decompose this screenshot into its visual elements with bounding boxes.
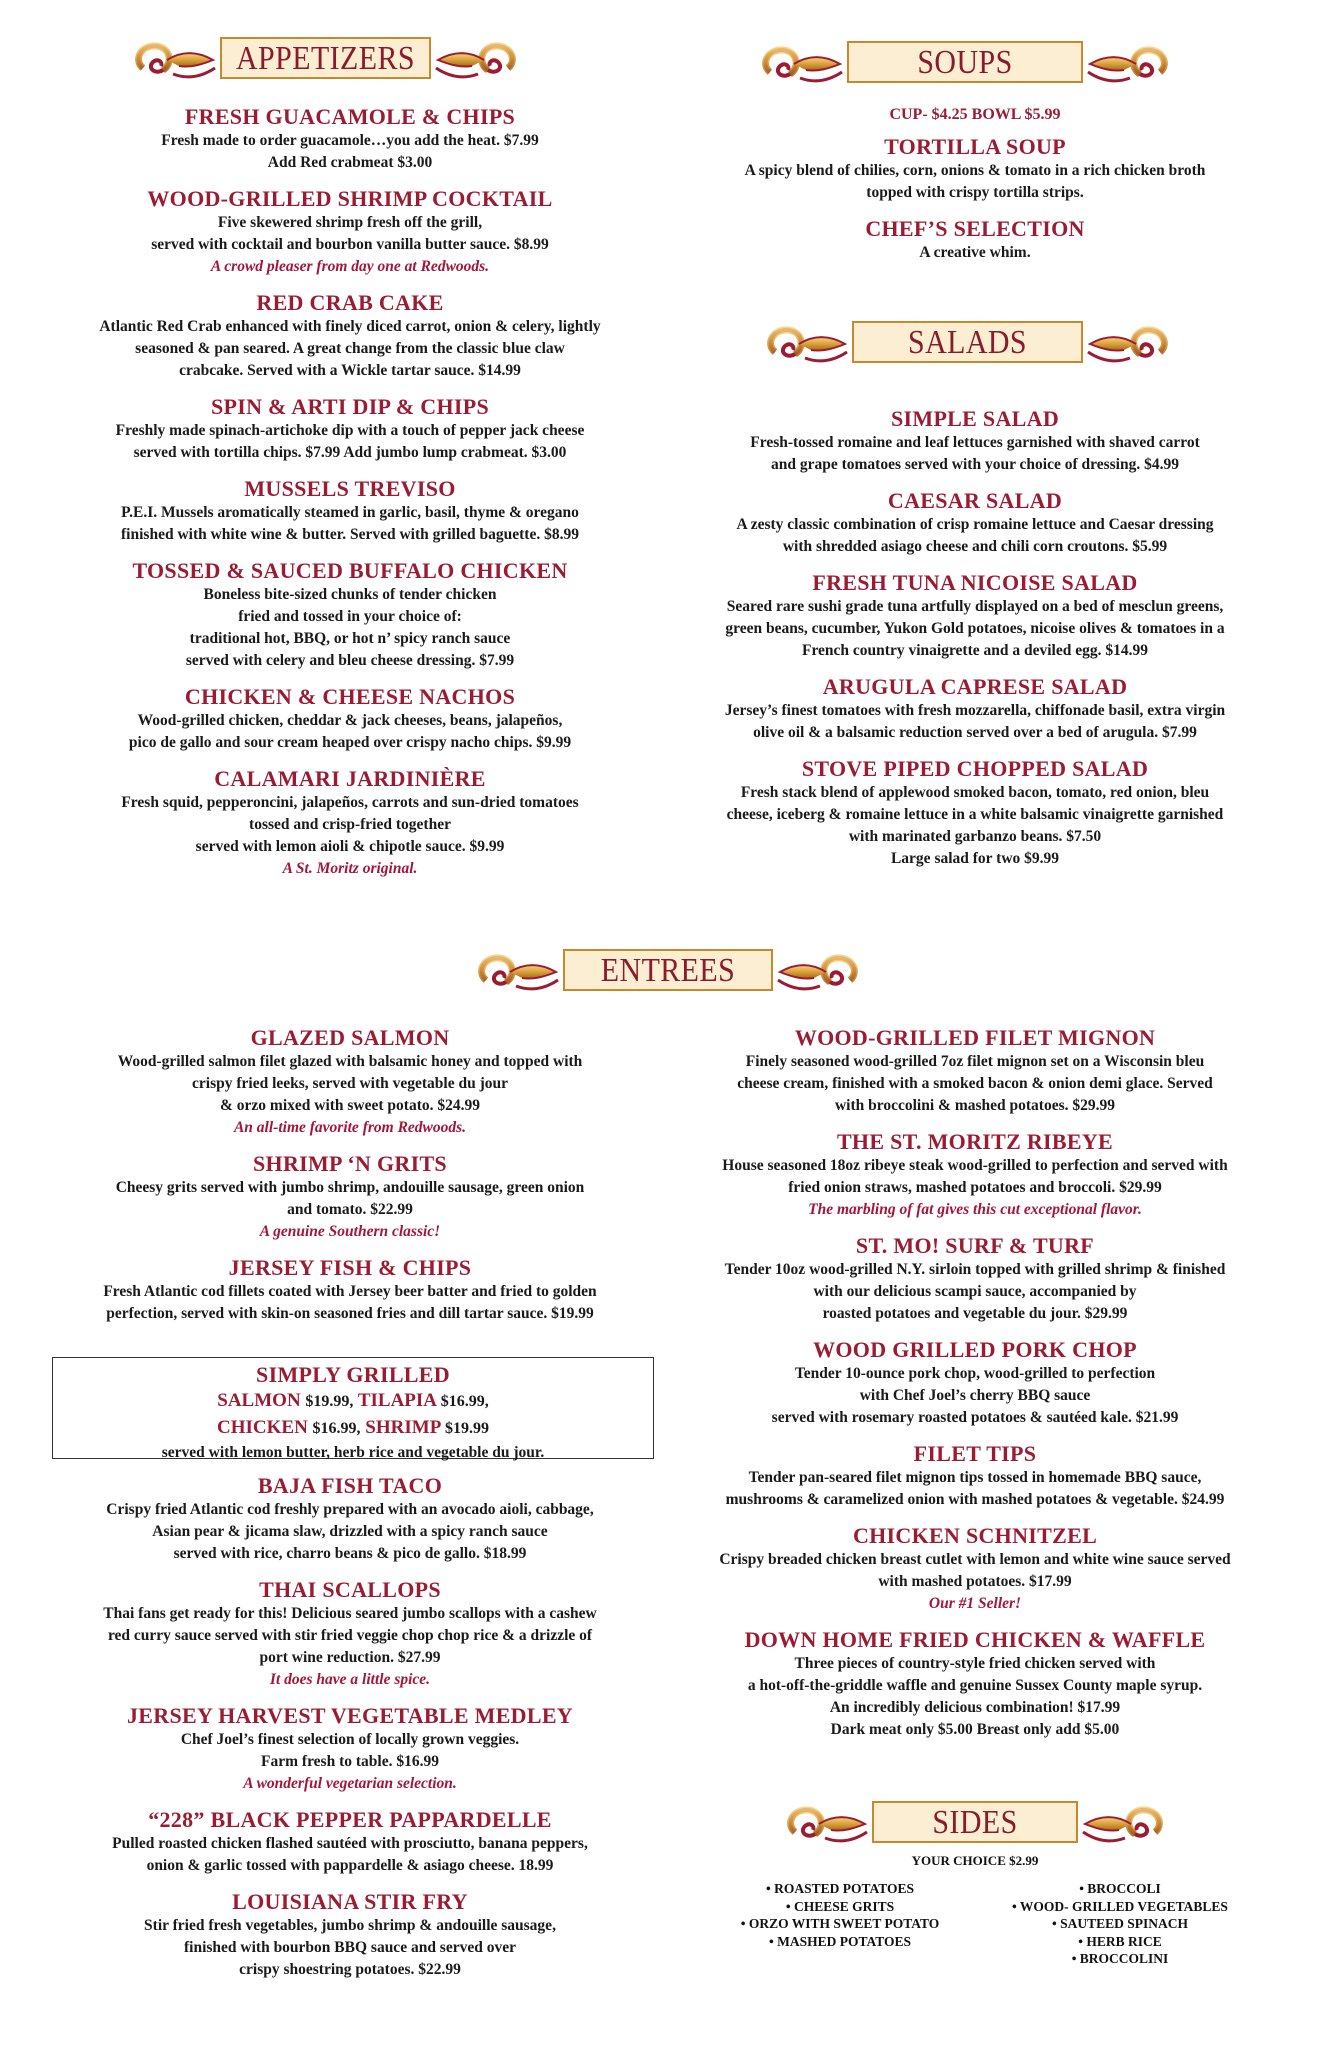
menu-item <box>665 756 1285 870</box>
menu-item-note: Our #1 Seller! <box>928 1595 1022 1612</box>
menu-item-title: TORTILLA SOUP <box>884 134 1066 159</box>
tilapia-price: $16.99, <box>440 1393 489 1410</box>
menu-item <box>665 134 1285 204</box>
menu-item-title: SIMPLE SALAD <box>890 406 1060 431</box>
menu-item-desc: Three pieces of country-style fried chicken served with <box>794 1655 1156 1672</box>
entrees-left-list-2 <box>40 1473 660 1993</box>
chicken-price: $16.99, <box>312 1420 361 1437</box>
salmon-label: SALMON <box>217 1390 301 1411</box>
menu-item-title: BAJA FISH TACO <box>257 1473 443 1498</box>
menu-item <box>40 1473 660 1565</box>
menu-item-title: ARUGULA CAPRESE SALAD <box>822 674 1128 699</box>
menu-item <box>40 186 660 278</box>
side-item: • BROCCOLI <box>1079 1881 1161 1896</box>
menu-item-desc: with mashed potatoes. $17.99 <box>878 1573 1072 1590</box>
menu-item-desc: French country vinaigrette and a deviled egg. $14.99 <box>801 642 1148 659</box>
menu-item-desc: a hot-off-the-griddle waffle and genuine Sussex County maple syrup. <box>747 1677 1203 1694</box>
menu-item <box>40 766 660 880</box>
menu-item-title: FRESH TUNA NICOISE SALAD <box>812 570 1138 595</box>
appetizers-list <box>40 104 660 892</box>
menu-item-desc: Fresh Atlantic cod fillets coated with Jersey beer batter and fried to golden <box>103 1283 597 1300</box>
menu-item-desc: Fresh-tossed romaine and leaf lettuces garnished with shaved carrot <box>750 434 1200 451</box>
menu-item <box>40 104 660 174</box>
menu-item-note: A wonderful vegetarian selection. <box>243 1775 457 1792</box>
menu-item-title: SIMPLY GRILLED <box>256 1362 450 1387</box>
menu-item-desc: with Chef Joel’s cherry BBQ sauce <box>859 1387 1091 1404</box>
menu-item-title: CHICKEN & CHEESE NACHOS <box>184 684 516 709</box>
menu-item-desc: olive oil & a balsamic reduction served over a bed of arugula. $7.99 <box>753 724 1197 741</box>
menu-item-desc: Freshly made spinach-artichoke dip with a touch of pepper jack cheese <box>115 422 585 439</box>
menu-item-note: The marbling of fat gives this cut exceptional flavor. <box>808 1201 1142 1218</box>
menu-item <box>665 1129 1285 1221</box>
menu-item-title: GLAZED SALMON <box>250 1025 450 1050</box>
menu-item-title: FILET TIPS <box>913 1441 1037 1466</box>
menu-item-desc: Atlantic Red Crab enhanced with finely diced carrot, onion & celery, lightly <box>99 318 601 335</box>
menu-item-desc: Seared rare sushi grade tuna artfully displayed on a bed of mesclun greens, <box>726 598 1224 615</box>
menu-item-title: SPIN & ARTI DIP & CHIPS <box>210 394 490 419</box>
section-title-soups: SOUPS <box>917 44 1013 81</box>
menu-item-desc: served with rice, charro beans & pico de gallo. $18.99 <box>173 1545 527 1562</box>
menu-item-title: WOOD GRILLED PORK CHOP <box>813 1337 1137 1362</box>
menu-item-desc: P.E.I. Mussels aromatically steamed in garlic, basil, thyme & oregano <box>121 504 579 521</box>
menu-item-desc: with marinated garbanzo beans. $7.50 <box>848 828 1102 845</box>
side-item: • WOOD- GRILLED VEGETABLES <box>1012 1898 1228 1914</box>
menu-item-title: RED CRAB CAKE <box>256 290 444 315</box>
menu-item-desc: Farm fresh to table. $16.99 <box>261 1753 439 1770</box>
menu-item-title: FRESH GUACAMOLE & CHIPS <box>184 104 516 129</box>
menu-item-desc: Fresh stack blend of applewood smoked bacon, tomato, red onion, bleu <box>740 784 1210 801</box>
menu-item-desc: Pulled roasted chicken flashed sautéed with prosciutto, banana peppers, <box>112 1835 588 1852</box>
menu-item-desc: with our delicious scampi sauce, accompanied by <box>813 1283 1137 1300</box>
side-item: • SAUTEED SPINACH <box>1051 1916 1188 1931</box>
soups-banner <box>760 32 1170 92</box>
menu-item <box>40 1577 660 1691</box>
menu-item-title: TOSSED & SAUCED BUFFALO CHICKEN <box>132 558 568 583</box>
menu-item-desc: crispy shoestring potatoes. $22.99 <box>239 1961 461 1978</box>
menu-item <box>40 476 660 546</box>
menu-item-desc: traditional hot, BBQ, or hot n’ spicy ranch sauce <box>189 630 511 647</box>
menu-item-desc: and grape tomatoes served with your choice of dressing. $4.99 <box>770 456 1179 473</box>
menu-item-desc: served with lemon aioli & chipotle sauce. $9.99 <box>195 838 505 855</box>
section-title-appetizers: APPETIZERS <box>236 40 415 77</box>
menu-item <box>40 394 660 464</box>
menu-item-desc: A spicy blend of chilies, corn, onions & tomato in a rich chicken broth <box>744 162 1206 179</box>
menu-item <box>40 684 660 754</box>
menu-item-desc: and tomato. $22.99 <box>287 1201 413 1218</box>
menu-item-title: THE ST. MORITZ RIBEYE <box>836 1129 1114 1154</box>
menu-item-note: It does have a little spice. <box>269 1671 431 1688</box>
entrees-left-list <box>40 1025 660 1337</box>
menu-item-desc: onion & garlic tossed with pappardelle & asiago cheese. 18.99 <box>146 1857 554 1874</box>
menu-item-title: “228” BLACK PEPPER PAPPARDELLE <box>148 1807 552 1832</box>
soup-price-line: CUP- $4.25 BOWL $5.99 <box>889 106 1061 123</box>
menu-item-desc: Asian pear & jicama slaw, drizzled with a spicy ranch sauce <box>152 1523 548 1540</box>
menu-item <box>40 558 660 672</box>
menu-item-desc: port wine reduction. $27.99 <box>259 1649 441 1666</box>
menu-item <box>665 1025 1285 1117</box>
menu-item-desc: fried onion straws, mashed potatoes and broccoli. $29.99 <box>788 1179 1162 1196</box>
entrees-right-list <box>665 1025 1285 1753</box>
menu-item-note: An all-time favorite from Redwoods. <box>233 1119 467 1136</box>
menu-item-desc: served with cocktail and bourbon vanilla butter sauce. $8.99 <box>151 236 549 253</box>
section-title-salads: SALADS <box>907 324 1028 361</box>
menu-item-desc: & orzo mixed with sweet potato. $24.99 <box>219 1097 480 1114</box>
menu-item-desc: Tender 10-ounce pork chop, wood-grilled to perfection <box>794 1365 1156 1382</box>
menu-item-desc: Wood-grilled salmon filet glazed with balsamic honey and topped with <box>117 1053 583 1070</box>
menu-item-desc: Wood-grilled chicken, cheddar & jack cheeses, beans, jalapeños, <box>137 712 563 729</box>
menu-item-desc: topped with crispy tortilla strips. <box>866 184 1084 201</box>
salads-banner <box>765 312 1170 372</box>
menu-item-title: WOOD-GRILLED SHRIMP COCKTAIL <box>147 186 553 211</box>
menu-item-desc: Stir fried fresh vegetables, jumbo shrimp & andouille sausage, <box>144 1917 556 1934</box>
menu-item-desc: Jersey’s finest tomatoes with fresh mozzarella, chiffonade basil, extra virgin <box>724 702 1226 719</box>
sides-list-right <box>980 1880 1260 1968</box>
menu-item-title: WOOD-GRILLED FILET MIGNON <box>794 1025 1156 1050</box>
side-item: • CHEESE GRITS <box>785 1898 895 1914</box>
salmon-price: $19.99, <box>305 1393 354 1410</box>
menu-item-desc: pico de gallo and sour cream heaped over crispy nacho chips. $9.99 <box>128 734 572 751</box>
menu-item-note: A genuine Southern classic! <box>259 1223 441 1240</box>
menu-item-title: CALAMARI JARDINIÈRE <box>214 766 486 791</box>
menu-item-desc: red curry sauce served with stir fried veggie chop chop rice & a drizzle of <box>107 1627 593 1644</box>
menu-item-desc: Boneless bite-sized chunks of tender chicken <box>203 586 497 603</box>
menu-item-title: MUSSELS TREVISO <box>244 476 456 501</box>
menu-item-note: A crowd pleaser from day one at Redwoods. <box>210 258 490 275</box>
menu-item-note: A St. Moritz original. <box>282 860 418 877</box>
menu-item-desc: Fresh squid, pepperoncini, jalapeños, carrots and sun-dried tomatoes <box>121 794 579 811</box>
entrees-banner <box>476 940 860 1000</box>
menu-item-desc: cheese cream, finished with a smoked bacon & onion demi glace. Served <box>737 1075 1213 1092</box>
menu-item <box>665 674 1285 744</box>
menu-item-desc: finished with bourbon BBQ sauce and served over <box>183 1939 516 1956</box>
menu-item-desc: Chef Joel’s finest selection of locally grown veggies. <box>180 1731 520 1748</box>
menu-item <box>40 1889 660 1981</box>
menu-item-desc: with shredded asiago cheese and chili corn croutons. $5.99 <box>782 538 1168 555</box>
menu-item-desc: House seasoned 18oz ribeye steak wood-grilled to perfection and served with <box>722 1157 1228 1174</box>
simply-grilled-row2 <box>53 1415 653 1442</box>
side-item: • ORZO WITH SWEET POTATO <box>740 1916 940 1931</box>
soups-items <box>665 134 1285 264</box>
menu-item-desc: An incredibly delicious combination! $17.99 <box>829 1699 1121 1716</box>
side-item: • ROASTED POTATOES <box>765 1881 914 1896</box>
menu-item <box>665 1627 1285 1741</box>
menu-item-desc: seasoned & pan seared. A great change from the classic blue claw <box>135 340 565 357</box>
menu-item-desc: served with lemon butter, herb rice and vegetable du jour. <box>161 1444 545 1461</box>
menu-item-desc: served with tortilla chips. $7.99 Add jumbo lump crabmeat. $3.00 <box>133 444 567 461</box>
simply-grilled-box <box>52 1357 654 1459</box>
menu-item-desc: Finely seasoned wood-grilled 7oz filet mignon set on a Wisconsin bleu <box>745 1053 1205 1070</box>
menu-item <box>665 216 1285 264</box>
menu-item <box>665 1233 1285 1325</box>
menu-item-title: CHEF’S SELECTION <box>865 216 1085 241</box>
menu-item-desc: Fresh made to order guacamole…you add the heat. $7.99 <box>161 132 539 149</box>
menu-item <box>665 1523 1285 1615</box>
menu-item-desc: A zesty classic combination of crisp romaine lettuce and Caesar dressing <box>736 516 1214 533</box>
menu-item-desc: served with rosemary roasted potatoes & sautéed kale. $21.99 <box>771 1409 1179 1426</box>
menu-item <box>40 290 660 382</box>
menu-item-desc: Tender 10oz wood-grilled N.Y. sirloin topped with grilled shrimp & finished <box>724 1261 1226 1278</box>
menu-item-desc: Cheesy grits served with jumbo shrimp, andouille sausage, green onion <box>115 1179 585 1196</box>
menu-item <box>665 488 1285 558</box>
menu-item-title: CAESAR SALAD <box>887 488 1063 513</box>
side-item: • BROCCOLINI <box>1071 1951 1169 1966</box>
shrimp-price: $19.99 <box>445 1420 489 1437</box>
menu-item <box>40 1151 660 1243</box>
menu-item-desc: Crispy breaded chicken breast cutlet with lemon and white wine sauce served <box>719 1551 1231 1568</box>
sides-list-left <box>700 1880 980 1950</box>
menu-item-title: JERSEY HARVEST VEGETABLE MEDLEY <box>127 1703 573 1728</box>
menu-item-desc: roasted potatoes and vegetable du jour. $29.99 <box>822 1305 1128 1322</box>
menu-item-desc: A creative whim. <box>919 244 1031 261</box>
menu-item <box>40 1255 660 1325</box>
soups-list <box>665 104 1285 276</box>
menu-item-desc: tossed and crisp-fried together <box>249 816 451 833</box>
menu-item-title: SHRIMP ‘N GRITS <box>253 1151 447 1176</box>
menu-item-desc: fried and tossed in your choice of: <box>238 608 462 625</box>
menu-item-title: THAI SCALLOPS <box>259 1577 441 1602</box>
menu-item-title: DOWN HOME FRIED CHICKEN & WAFFLE <box>744 1627 1206 1652</box>
appetizers-banner <box>133 28 518 88</box>
menu-item <box>40 1807 660 1877</box>
menu-item-title: ST. MO! SURF & TURF <box>855 1233 1095 1258</box>
menu-item-desc: crabcake. Served with a Wickle tartar sauce. $14.99 <box>179 362 521 379</box>
menu-item-desc: Add Red crabmeat $3.00 <box>267 154 433 171</box>
tilapia-label: TILAPIA <box>357 1390 436 1411</box>
menu-item-desc: mushrooms & caramelized onion with mashed potatoes & vegetable. $24.99 <box>725 1491 1225 1508</box>
menu-item-desc: crispy fried leeks, served with vegetable du jour <box>192 1075 508 1092</box>
menu-item-desc: Dark meat only $5.00 Breast only add $5.00 <box>830 1721 1120 1738</box>
side-item: • MASHED POTATOES <box>768 1933 911 1949</box>
menu-item <box>665 1337 1285 1429</box>
menu-item-desc: with broccolini & mashed potatoes. $29.99 <box>834 1097 1115 1114</box>
menu-item-desc: Five skewered shrimp fresh off the grill, <box>217 214 483 231</box>
menu-item-title: STOVE PIPED CHOPPED SALAD <box>801 756 1149 781</box>
menu-item-desc: Crispy fried Atlantic cod freshly prepared with an avocado aioli, cabbage, <box>106 1501 594 1518</box>
section-title-sides: SIDES <box>932 1804 1018 1841</box>
salads-list <box>665 406 1285 882</box>
sides-subtitle <box>665 1852 1285 1870</box>
menu-item-desc: cheese, iceberg & romaine lettuce in a white balsamic vinaigrette garnished <box>726 806 1224 823</box>
menu-item-desc: Thai fans get ready for this! Delicious seared jumbo scallops with a cashew <box>103 1605 597 1622</box>
menu-item-title: CHICKEN SCHNITZEL <box>852 1523 1098 1548</box>
menu-item <box>40 1025 660 1139</box>
menu-item-desc: perfection, served with skin-on seasoned fries and dill tartar sauce. $19.99 <box>106 1305 594 1322</box>
sides-price: YOUR CHOICE $2.99 <box>911 1853 1039 1868</box>
menu-item-title: LOUISIANA STIR FRY <box>232 1889 468 1914</box>
chicken-label: CHICKEN <box>217 1417 308 1438</box>
menu-item-desc: finished with white wine & butter. Served with grilled baguette. $8.99 <box>121 526 579 543</box>
menu-item-desc: green beans, cucumber, Yukon Gold potatoes, nicoise olives & tomatoes in a <box>725 620 1225 637</box>
menu-item <box>665 1441 1285 1511</box>
menu-item-title: JERSEY FISH & CHIPS <box>228 1255 472 1280</box>
section-title-entrees: ENTREES <box>600 952 736 989</box>
simply-grilled-row1 <box>53 1388 653 1415</box>
sides-banner <box>785 1792 1165 1852</box>
menu-item-desc: Tender pan-seared filet mignon tips tossed in homemade BBQ sauce, <box>748 1469 1202 1486</box>
menu-item-desc: served with celery and bleu cheese dressing. $7.99 <box>185 652 515 669</box>
side-item: • HERB RICE <box>1078 1933 1162 1949</box>
menu-item-desc: Large salad for two $9.99 <box>890 850 1060 867</box>
menu-item <box>40 1703 660 1795</box>
shrimp-label: SHRIMP <box>365 1417 441 1438</box>
menu-item <box>665 570 1285 662</box>
menu-item <box>665 406 1285 476</box>
